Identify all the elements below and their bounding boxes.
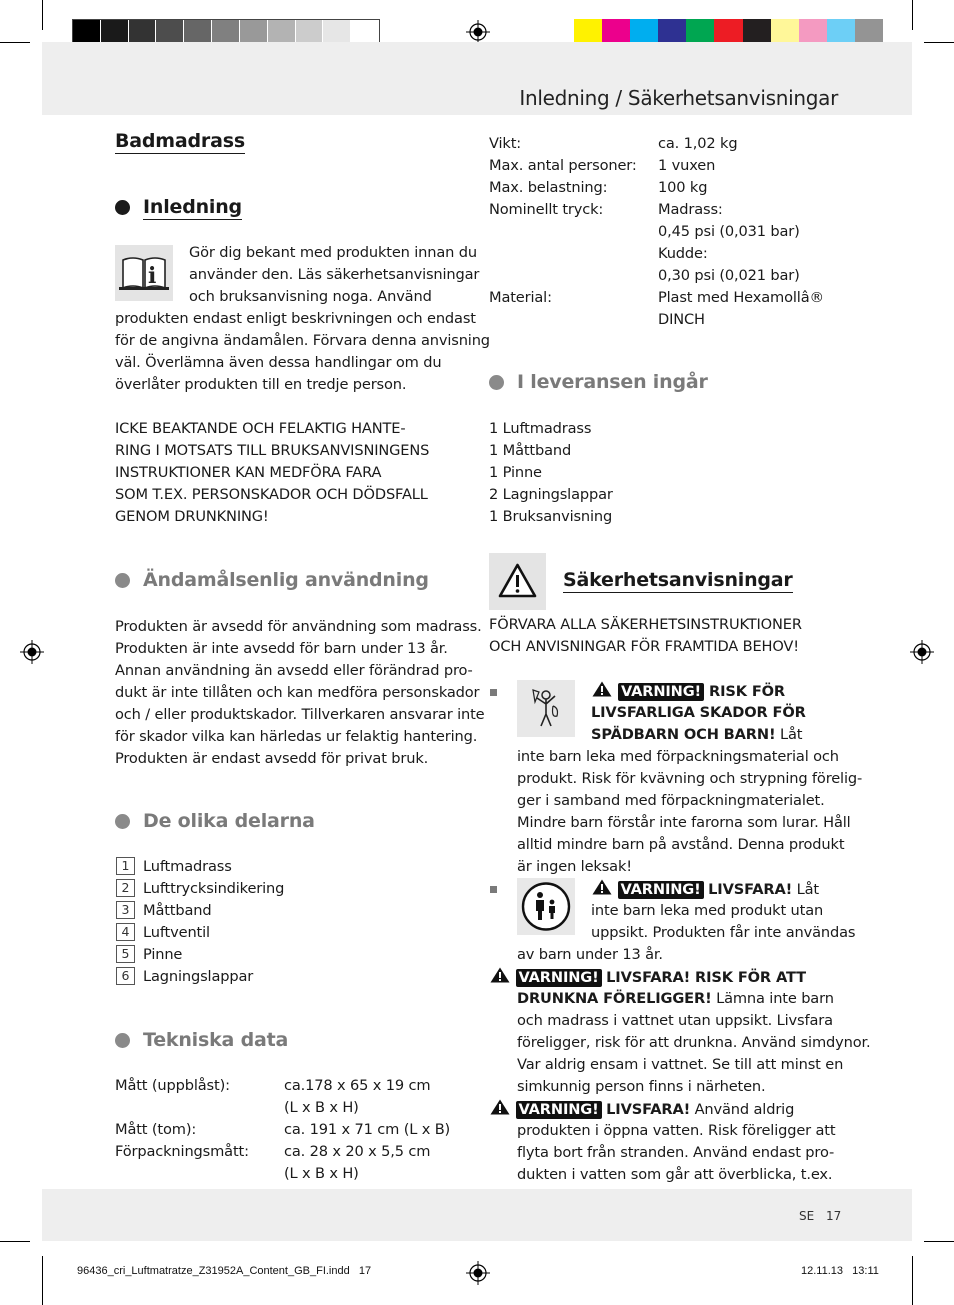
crop-mark <box>912 0 913 30</box>
warning-triangle-icon <box>489 966 511 984</box>
info-book-icon <box>115 245 173 301</box>
warning-triangle-icon <box>591 878 613 896</box>
slug-date: 12.11.13 13:11 <box>801 1265 879 1277</box>
bullet-icon <box>115 1033 130 1048</box>
registration-mark-icon <box>20 640 44 664</box>
list-item: 1 Bruksanvisning <box>489 508 613 525</box>
crop-mark <box>924 42 954 43</box>
warning-badge: VARNING! <box>618 683 704 701</box>
registration-mark-icon <box>466 1261 490 1285</box>
bullet-icon <box>489 375 504 390</box>
inledning-heading: Inledning <box>143 196 242 218</box>
warning-triangle-icon <box>489 553 546 610</box>
crop-mark <box>0 42 30 43</box>
crop-mark <box>42 0 43 30</box>
adult-child-icon <box>517 878 575 935</box>
footer-band <box>42 1189 912 1241</box>
delivery-heading: I leveransen ingår <box>517 371 708 393</box>
square-bullet-icon <box>490 689 497 696</box>
bullet-icon <box>115 573 130 588</box>
crop-mark <box>924 1241 954 1242</box>
child-packaging-icon <box>517 680 575 737</box>
page-title: Inledning / Säkerhetsanvisningar <box>519 86 838 110</box>
slug-file: 96436_cri_Luftmatratze_Z31952A_Content_GB_FI.indd 17 <box>77 1265 372 1277</box>
list-item: 1 Luftmadrass <box>489 420 592 437</box>
registration-mark-icon <box>910 640 934 664</box>
footer-lang: SE <box>799 1209 815 1223</box>
product-title: Badmadrass <box>115 130 245 152</box>
parts-heading: De olika delarna <box>143 810 315 832</box>
warning-badge: VARNING! <box>618 881 704 899</box>
warning-triangle-icon <box>489 1098 511 1116</box>
registration-mark-icon <box>466 20 490 44</box>
crop-mark <box>42 1256 43 1305</box>
usage-heading: Ändamålsenlig användning <box>143 569 429 591</box>
list-item: 2 Lagningslappar <box>489 486 613 503</box>
list-item: 1 Måttband <box>489 442 572 459</box>
page-number: 17 <box>826 1209 842 1223</box>
square-bullet-icon <box>490 886 497 893</box>
crop-mark <box>0 1241 30 1242</box>
svg-text:i: i <box>148 263 157 289</box>
safety-heading: Säkerhetsanvisningar <box>563 569 793 591</box>
crop-mark <box>912 1256 913 1305</box>
bullet-icon <box>115 814 130 829</box>
warning-badge: VARNING! <box>516 1101 602 1119</box>
warning-badge: VARNING! <box>516 969 602 987</box>
warning-triangle-icon <box>591 680 613 698</box>
bullet-icon <box>115 200 130 215</box>
tech-heading: Tekniska data <box>143 1029 289 1051</box>
list-item: 1 Pinne <box>489 464 542 481</box>
